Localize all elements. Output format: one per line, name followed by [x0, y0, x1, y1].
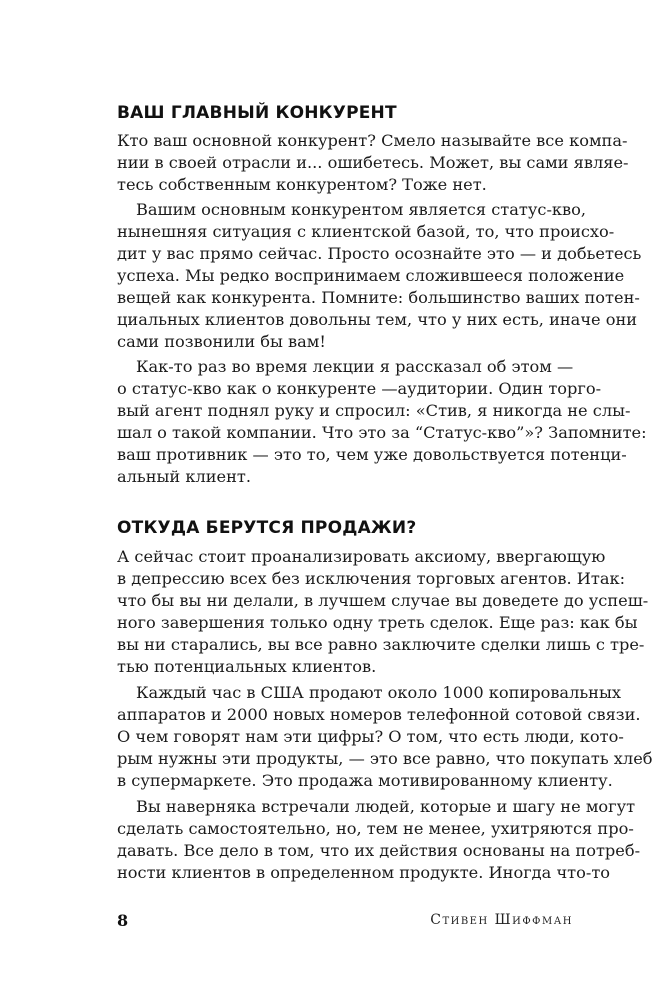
- text-line: альный клиент.: [117, 467, 252, 486]
- running-footer-author: Стивен Шиффман: [430, 912, 573, 928]
- text-line: шал о такой компании. Что это за “Статус-кво”»? Запомните:: [117, 423, 647, 442]
- text-line: А сейчас стоит проанализировать аксиому, ввергающую: [117, 547, 606, 566]
- text-line: циальных клиентов довольны тем, что у них есть, иначе они: [117, 310, 638, 329]
- text-line: дит у вас прямо сейчас. Просто осознайте это — и добьетесь: [117, 244, 642, 263]
- text-line: Вы наверняка встречали людей, которые и шагу не могут: [136, 797, 636, 816]
- section-heading-main-competitor: ВАШ ГЛАВНЫЙ КОНКУРЕНТ: [117, 103, 397, 123]
- text-line: Каждый час в США продают около 1000 копировальных: [136, 683, 621, 702]
- text-line: тесь собственным конкурентом? Тоже нет.: [117, 175, 487, 194]
- text-line: ного завершения только одну треть сделок. Еще раз: как бы: [117, 613, 638, 632]
- text-line: тью потенциальных клиентов.: [117, 657, 377, 676]
- text-line: в супермаркете. Это продажа мотивированному клиенту.: [117, 771, 613, 790]
- text-line: в депрессию всех без исключения торговых агентов. Итак:: [117, 569, 626, 588]
- text-line: Вашим основным конкурентом является статус-кво,: [136, 200, 587, 219]
- text-line: вы ни старались, вы все равно заключите сделки лишь с тре-: [117, 635, 645, 654]
- section-heading-where-sales-come-from: ОТКУДА БЕРУТСЯ ПРОДАЖИ?: [117, 518, 417, 538]
- text-line: что бы вы ни делали, в лучшем случае вы доведете до успеш-: [117, 591, 649, 610]
- text-line: нии в своей отрасли и... ошибетесь. Может, вы сами являе-: [117, 153, 629, 172]
- text-line: О чем говорят нам эти цифры? О том, что есть люди, кото-: [117, 727, 624, 746]
- text-line: Кто ваш основной конкурент? Смело называйте все компа-: [117, 131, 628, 150]
- text-line: успеха. Мы редко воспринимаем сложившееся положение: [117, 266, 625, 285]
- text-line: ности клиентов в определенном продукте. Иногда что-то: [117, 863, 611, 882]
- text-line: вый агент поднял руку и спросил: «Стив, я никогда не слы-: [117, 401, 631, 420]
- text-line: вещей как конкурента. Помните: большинство ваших потен-: [117, 288, 640, 307]
- text-line: сделать самостоятельно, но, тем не менее, ухитряются про-: [117, 819, 634, 838]
- text-line: давать. Все дело в том, что их действия основаны на потреб-: [117, 841, 641, 860]
- page-number: 8: [117, 911, 129, 930]
- text-line: аппаратов и 2000 новых номеров телефонной сотовой связи.: [117, 705, 641, 724]
- text-line: ваш противник — это то, чем уже довольствуется потенци-: [117, 445, 627, 464]
- text-line: Как-то раз во время лекции я рассказал об этом —: [136, 357, 574, 376]
- text-line: нынешняя ситуация с клиентской базой, то, что происхо-: [117, 222, 615, 241]
- text-line: о статус-кво как о конкуренте —аудитории. Один торго-: [117, 379, 602, 398]
- text-line: сами позвонили бы вам!: [117, 332, 326, 351]
- text-line: рым нужны эти продукты, — это все равно, что покупать хлеб: [117, 749, 653, 768]
